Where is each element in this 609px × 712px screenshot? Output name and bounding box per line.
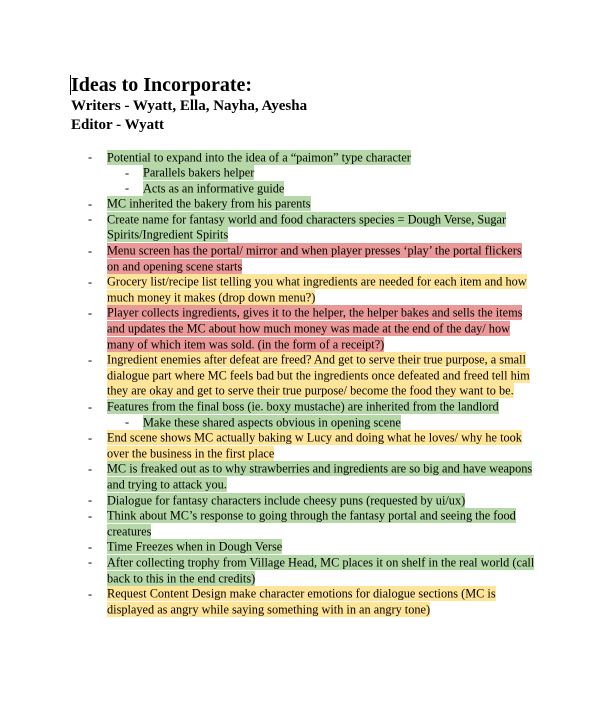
editor-line: Editor - Wyatt	[71, 117, 165, 133]
list-item-text: Potential to expand into the idea of a “paimon” type character	[107, 150, 411, 164]
bullet-dash: -	[88, 493, 93, 508]
bullet-dash: -	[88, 274, 93, 289]
list-item-text: Make these shared aspects obvious in opening scene	[143, 415, 401, 430]
list-item	[88, 275, 536, 306]
list-item	[88, 306, 536, 353]
list-item	[88, 431, 536, 462]
list-item-text: MC inherited the bakery from his parents	[107, 196, 311, 211]
list-item-text: Acts as an informative guide	[143, 181, 285, 196]
bullet-dash: -	[88, 243, 93, 258]
list-item	[88, 509, 536, 540]
bullet-dash: -	[88, 586, 93, 601]
list-item	[88, 150, 536, 166]
sub-list-item	[88, 181, 536, 197]
sub-list-item	[88, 415, 536, 431]
ideas-list	[88, 150, 536, 618]
bullet-dash: -	[88, 352, 93, 367]
list-item	[88, 244, 536, 275]
list-item-text: Menu screen has the portal/ mirror and when player presses ‘play’ the portal flickers on and opening scene starts	[107, 243, 522, 274]
list-item-text: Think about MC’s response to going through the fantasy portal and seeing the food creatures	[107, 508, 516, 539]
page-title: Ideas to Incorporate:	[71, 74, 253, 96]
list-item-text: End scene shows MC actually baking w Lucy and doing what he loves/ why he took over the business in the first place	[107, 430, 522, 461]
list-item-text: Grocery list/recipe list telling you what ingredients are needed for each item and how much money it makes (drop down menu?)	[107, 274, 527, 305]
bullet-dash: -	[88, 555, 93, 570]
list-item-text: Features from the final boss (ie. boxy mustache) are inherited from the landlord	[107, 399, 499, 414]
bullet-dash: -	[88, 539, 93, 554]
bullet-dash: -	[88, 150, 93, 164]
list-item	[88, 587, 536, 618]
list-item-text: Dialogue for fantasy characters include cheesy puns (requested by ui/ux)	[107, 493, 466, 508]
list-item-text: After collecting trophy from Village Head, MC places it on shelf in the real world (call back to this in the end credits)	[107, 555, 535, 586]
bullet-dash: -	[88, 508, 93, 523]
bullet-dash: -	[88, 212, 93, 227]
list-item-text: Time Freezes when in Dough Verse	[107, 539, 283, 554]
list-item-text: Player collects ingredients, gives it to the helper, the helper bakes and sells the items and updates the MC about how much money was made at the end of the day/ how many of which item was sold. (in the form of a receipt?)	[107, 305, 523, 352]
list-item-text: Request Content Design make character emotions for dialogue sections (MC is displayed as angry while saying something with in an angry tone)	[107, 586, 496, 617]
writers-line: Writers - Wyatt, Ella, Nayha, Ayesha	[71, 98, 308, 114]
list-item-text: Ingredient enemies after defeat are freed? And get to serve their true purpose, a small dialogue part where MC feels bad but the ingredients once defeated and freed tell him they are okay and get to serve their true purpose/ become the food they want to be.	[107, 352, 530, 398]
bullet-dash: -	[125, 165, 130, 180]
bullet-dash: -	[125, 415, 130, 430]
list-item	[88, 197, 536, 213]
list-item-text: MC is freaked out as to why strawberries and ingredients are so big and have weapons and trying to attack you.	[107, 461, 533, 492]
bullet-dash: -	[125, 181, 130, 196]
list-item	[88, 555, 536, 586]
list-item	[88, 493, 536, 509]
text-cursor	[70, 75, 71, 95]
bullet-dash: -	[88, 399, 93, 414]
list-item	[88, 353, 536, 400]
list-item	[88, 462, 536, 493]
bullet-dash: -	[88, 305, 93, 320]
list-item	[88, 540, 536, 556]
list-item-text: Parallels bakers helper	[143, 165, 255, 180]
sub-list-item	[88, 166, 536, 182]
bullet-dash: -	[88, 461, 93, 476]
list-item	[88, 212, 536, 243]
bullet-dash: -	[88, 430, 93, 445]
list-item-text: Create name for fantasy world and food characters species = Dough Verse, Sugar Spirits/Ingredient Spirits	[107, 212, 507, 242]
list-item	[88, 400, 536, 416]
document-header	[71, 73, 307, 135]
bullet-dash: -	[88, 196, 93, 211]
